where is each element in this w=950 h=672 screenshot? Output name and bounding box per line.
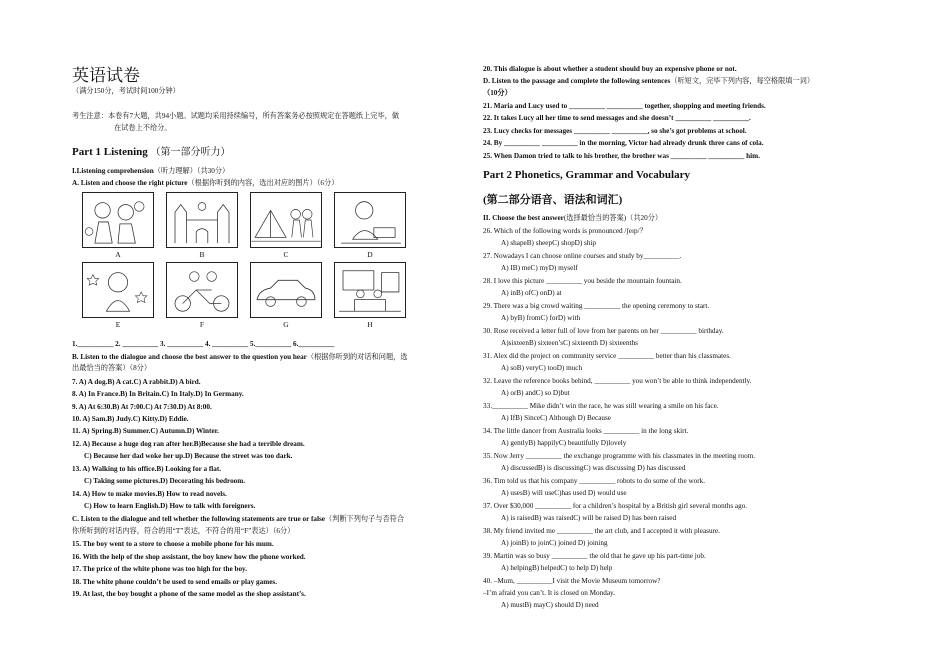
question-29: 29. There was a big crowd waiting __________ the opening ceremony to start. bbox=[483, 302, 710, 310]
question-12-line-2: C) Because her dad woke her up.D) Because the street was too dark. bbox=[84, 452, 293, 460]
question-31-options: A) soB) veryC) tooD) much bbox=[501, 364, 583, 372]
question-38: 38. My friend invited me __________ the art club, and I accepted it with pleasure. bbox=[483, 527, 720, 535]
question-29-options: A) byB) fromC) forD) with bbox=[501, 314, 581, 322]
picture-a-kids-toys bbox=[82, 192, 154, 248]
secII-title: II. Choose the best answer bbox=[483, 214, 564, 222]
question-16: 16. With the help of the shop assistant, the boy knew how the phone worked. bbox=[72, 553, 306, 561]
secC-title: C. Listen to the dialogue and tell whether the following statements are true or false bbox=[72, 515, 325, 523]
question-13-line-2: C) Taking some pictures.D) Decorating his bedroom. bbox=[84, 477, 246, 485]
question-15: 15. The boy went to a store to choose a mobile phone for his mum. bbox=[72, 540, 274, 548]
picture-label-g: G bbox=[283, 320, 289, 329]
question-30-options: A)sixteenB) sixteen’sC) sixteenth D) sixteenths bbox=[501, 339, 638, 347]
secD-cn: （听短文，完毕下列内容，每空格限填一词） bbox=[670, 77, 815, 85]
question-32: 32. Leave the reference books behind, __________ you won’t be able to think independently. bbox=[483, 377, 752, 385]
picture-f-cycling bbox=[166, 262, 238, 318]
question-36-options: A) usesB) will useC)has used D) would use bbox=[501, 489, 627, 497]
question-14-line-2: C) How to learn English.D) How to talk with foreigners. bbox=[84, 502, 256, 510]
secB-title: B. Listen to the dialogue and choose the best answer to the question you hear bbox=[72, 353, 307, 361]
part1-cn: （第一部分听力） bbox=[150, 147, 231, 158]
question-11: 11. A) Spring.B) Summer.C) Autumn.D) Winter. bbox=[72, 427, 219, 435]
question-27: 27. Nowadays I can choose online courses and study by__________. bbox=[483, 252, 682, 260]
question-12-line-1: 12. A) Because a huge dog ran after her.B)Because she had a terrible dream. bbox=[72, 440, 305, 448]
question-18: 18. The white phone couldn’t be used to send emails or play games. bbox=[72, 578, 277, 586]
exam-title: 英语试卷 bbox=[72, 66, 140, 85]
question-22: 22. It takes Lucy all her time to send messages and she doesn’t __________ __________. bbox=[483, 114, 751, 122]
exam-subtitle: （满分150分，考试时间100分钟） bbox=[72, 87, 180, 95]
question-13-line-1: 13. A) Walking to his office.B) Looking for a flat. bbox=[72, 465, 222, 473]
secD-title: D. Listen to the passage and complete the following sentences bbox=[483, 77, 671, 85]
question-8: 8. A) In France.B) In Britain.C) In Italy.D) In Germany. bbox=[72, 390, 244, 398]
question-27-options: A) IB) meC) myD) myself bbox=[501, 264, 578, 272]
part2-title: Part 2 Phonetics, Grammar and Vocabulary bbox=[483, 169, 690, 181]
secB-cn-2: 出最恰当的答案）（8分） bbox=[72, 364, 152, 372]
question-37-options: A) is raisedB) was raisedC) will be raised D) has been raised bbox=[501, 514, 677, 522]
question-39: 39. Martin was so busy __________ the old that he gave up his part-time job. bbox=[483, 552, 706, 560]
question-19: 19. At last, the boy bought a phone of the same model as the shop assistant’s. bbox=[72, 590, 306, 598]
question-21: 21. Maria and Lucy used to __________ __________ together, shopping and meeting friends. bbox=[483, 102, 766, 110]
question-34-options: A) gentlyB) happilyC) beautifully D)lovely bbox=[501, 439, 627, 447]
secA-title: A. Listen and choose the right picture bbox=[72, 179, 188, 187]
question-14-line-1: 14. A) How to make movies.B) How to read novels. bbox=[72, 490, 227, 498]
question-34: 34. The little dancer from Australia looks __________ in the long skirt. bbox=[483, 427, 689, 435]
question-28-options: A) inB) ofC) onD) at bbox=[501, 289, 562, 297]
picture-b-castle bbox=[166, 192, 238, 248]
question-36: 36. Tim told us that his company __________ robots to do some of the work. bbox=[483, 477, 706, 485]
picture-label-h: H bbox=[367, 320, 373, 329]
picture-label-f: F bbox=[199, 320, 205, 329]
secA-cn: （根据你听到的内容，选出对应的图片）（6分） bbox=[187, 179, 339, 187]
question-38-options: A) joinB) to joinC) joined D) joining bbox=[501, 539, 608, 547]
question-9: 9. A) At 6:30.B) At 7:00.C) At 7:30.D) At 8:00. bbox=[72, 403, 212, 411]
secII-cn: (选择最恰当的答案) bbox=[563, 214, 627, 222]
question-25: 25. When Damon tried to talk to his brother, the brother was __________ __________ him. bbox=[483, 152, 760, 160]
question-33-options: A) IfB) SinceC) Although D) Because bbox=[501, 414, 611, 422]
question-37: 37. Over $30,000 __________ for a children’s hospital by a British girl several months ago. bbox=[483, 502, 748, 510]
secB-cn: （根据你听到的对话和问题，选 bbox=[306, 353, 408, 361]
question-32-options: A) orB) andC) so D)but bbox=[501, 389, 570, 397]
question-35-options: A) discussedB) is discussingC) was discussing D) has discussed bbox=[501, 464, 686, 472]
part1-heading bbox=[72, 146, 231, 159]
picture-label-d: D bbox=[367, 250, 373, 259]
question-39-options: A) helpingB) helpedC) to help D) help bbox=[501, 564, 613, 572]
secD-points: （10分） bbox=[483, 89, 512, 97]
question-28: 28. I love this picture __________ you beside the mountain fountain. bbox=[483, 277, 682, 285]
sec1-title: I.Listening comprehension bbox=[72, 167, 154, 175]
question-10: 10. A) Sam.B) Judy.C) Kitty.D) Eddie. bbox=[72, 415, 189, 423]
part2-cn: (第二部分语音、语法和词汇) bbox=[483, 194, 623, 206]
question-17: 17. The price of the white phone was too high for the boy. bbox=[72, 565, 248, 573]
picture-label-b: B bbox=[199, 250, 205, 259]
notice-line-1: 考生注意：本卷有7大题，共94小题。试题均采用持续编号，所有答案务必按照规定在答题纸上完毕，做 bbox=[72, 112, 400, 120]
secC-cn: （判断下列句子与否符合 bbox=[324, 515, 405, 523]
sec1-cn: （听力理解）（共30分） bbox=[153, 167, 230, 175]
secC-cn-2: 你所听到的对话内容，符合的用“T”表达，不符合的用“F”表达）（6分） bbox=[72, 527, 295, 535]
question-40-options: A) mustB) mayC) should D) need bbox=[501, 601, 599, 609]
picture-label-e: E bbox=[115, 320, 121, 329]
question-20: 20. This dialogue is about whether a student should buy an expensive phone or not. bbox=[483, 65, 737, 73]
part1-title: Part 1 Listening bbox=[72, 146, 148, 158]
question-26: 26. Which of the following words is pronounced /ʃeɪp/？ bbox=[483, 227, 647, 235]
notice-line-2: 在试卷上不给分。 bbox=[114, 124, 172, 132]
picture-c-tent-camping bbox=[250, 192, 322, 248]
question-26-options: A) shapeB) sheepC) shopD) ship bbox=[501, 239, 597, 247]
question-31: 31. Alex did the project on community service __________ better than his classmates. bbox=[483, 352, 731, 360]
picture-label-c: C bbox=[283, 250, 289, 259]
picture-d-boy-reading bbox=[334, 192, 406, 248]
question-23: 23. Lucy checks for messages __________ __________, so she’s got problems at school. bbox=[483, 127, 747, 135]
picture-g-car bbox=[250, 262, 322, 318]
question-35: 35. Now Jerry __________ the exchange programme with his classmates in the meeting room. bbox=[483, 452, 756, 460]
question-24: 24. By __________ __________ in the morning, Victor had already drunk three cans of cola. bbox=[483, 139, 764, 147]
question-30: 30. Rose received a letter full of love from her parents on her __________ birthday. bbox=[483, 327, 724, 335]
answer-blanks-1-6: 1.__________ 2. __________ 3. __________ 4. __________ 5.__________ 6.__________ bbox=[72, 340, 335, 348]
picture-label-a: A bbox=[115, 250, 121, 259]
question-33: 33.__________ Mike didn’t win the race, he was still wearing a smile on his face. bbox=[483, 402, 719, 410]
question-40: 40. –Mum, __________I visit the Movie Museum tomorrow? bbox=[483, 577, 661, 585]
picture-e-girl-stars bbox=[82, 262, 154, 318]
picture-h-classroom bbox=[334, 262, 406, 318]
secII-points: （共20分） bbox=[626, 214, 663, 222]
question-40-reply: –I’m afraid you can’t. It is closed on Monday. bbox=[483, 589, 615, 597]
question-7: 7. A) A dog.B) A cat.C) A rabbit.D) A bird. bbox=[72, 378, 201, 386]
